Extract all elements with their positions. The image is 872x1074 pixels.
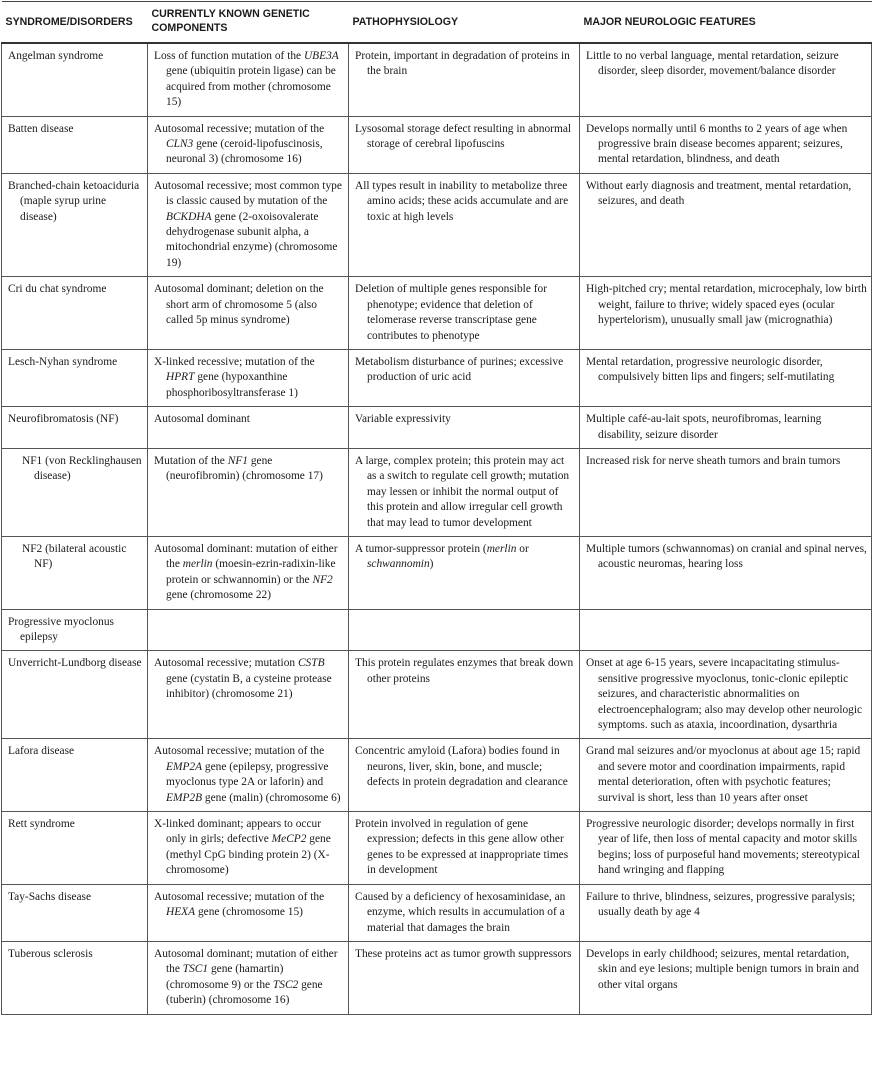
gene-name: HPRT bbox=[166, 371, 195, 384]
disorder-name-cell bbox=[2, 812, 148, 885]
gene-name: merlin bbox=[486, 542, 517, 555]
pathophysiology-cell-text bbox=[355, 122, 575, 153]
text-run: or bbox=[516, 542, 529, 555]
text-run: Deletion of multiple genes responsible for phenotype; evidence that deletion of telomerase reverse transcriptase gene contributes to phenotype bbox=[355, 283, 548, 342]
text-run: Onset at age 6-15 years, severe incapacitating stimulus-sensitive progressive myoclonus, tonic-clonic epileptic seizures, and characteristic abnormalities on electroencephalogram; also may develop other neurologic symptoms. such as ataxia, incoordination, dysarthria bbox=[586, 657, 863, 732]
text-run: Tuberous sclerosis bbox=[8, 947, 93, 960]
pathophysiology-cell bbox=[349, 884, 580, 941]
gene-name: NF1 bbox=[227, 454, 248, 467]
text-run: Progressive neurologic disorder; develops normally in first year of life, then loss of mental capacity and motor skills begins; loss of purposeful hand movements; stereotypical hand wringing and flapping bbox=[586, 818, 860, 877]
genetic-components-cell bbox=[148, 941, 349, 1014]
table-row bbox=[2, 448, 872, 536]
genetic-components-cell-text bbox=[154, 947, 344, 1009]
disorder-name-cell-text bbox=[8, 454, 143, 485]
text-run: A large, complex protein; this protein may act as a switch to regulate cell growth; mutation may lessen or inhibit the normal output of this protein and allow irregular cell growth that may lead to tumor development bbox=[355, 454, 570, 529]
text-run: gene (cystatin B, a cysteine protease inhibitor) (chromosome 21) bbox=[166, 672, 332, 701]
table-row bbox=[2, 609, 872, 651]
neurologic-features-cell-text bbox=[586, 454, 867, 469]
genetic-components-cell bbox=[148, 812, 349, 885]
neurologic-features-cell-text bbox=[586, 542, 867, 573]
pathophysiology-cell bbox=[349, 277, 580, 350]
genetic-components-cell bbox=[148, 651, 349, 739]
disorder-name-cell-text bbox=[8, 656, 143, 671]
pathophysiology-cell-text bbox=[355, 355, 575, 386]
text-run: Unverricht-Lundborg disease bbox=[8, 657, 142, 670]
pathophysiology-cell bbox=[349, 739, 580, 812]
table-row bbox=[2, 536, 872, 609]
text-run: gene (neurofibromin) (chromosome 17) bbox=[166, 454, 323, 483]
text-run: gene (chromosome 15) bbox=[195, 906, 303, 919]
text-run: gene (epilepsy, progressive myoclonus type 2A or laforin) and bbox=[166, 760, 329, 789]
neurologic-features-cell-text bbox=[586, 179, 867, 210]
text-run: Autosomal dominant; mutation of either the bbox=[154, 947, 338, 976]
neurologic-features-cell-text bbox=[586, 282, 867, 328]
disorder-name-cell bbox=[2, 116, 148, 173]
table-row bbox=[2, 651, 872, 739]
disorder-name-cell bbox=[2, 448, 148, 536]
header-pathophysiology: PATHOPHYSIOLOGY bbox=[349, 2, 580, 44]
table-row bbox=[2, 173, 872, 276]
disorder-name-cell-text bbox=[8, 744, 143, 759]
text-run: gene (hypoxanthine phosphoribosyltransferase 1) bbox=[166, 371, 298, 399]
neurologic-features-cell bbox=[580, 448, 872, 536]
neurologic-features-cell bbox=[580, 739, 872, 812]
genetic-components-cell bbox=[148, 609, 349, 651]
text-run: Autosomal dominant; deletion on the short arm of chromosome 5 (also called 5p minus syndrome) bbox=[154, 283, 324, 327]
disorder-name-cell bbox=[2, 349, 148, 406]
genetic-components-cell-text bbox=[154, 282, 344, 328]
text-run: Angelman syndrome bbox=[8, 50, 104, 62]
text-run: Autosomal recessive; mutation of the bbox=[154, 745, 325, 758]
gene-name: EMP2A bbox=[166, 760, 203, 773]
neurologic-features-cell bbox=[580, 407, 872, 449]
text-run: Metabolism disturbance of purines; excessive production of uric acid bbox=[355, 355, 564, 384]
pathophysiology-cell-text bbox=[355, 454, 575, 531]
pathophysiology-cell-text bbox=[355, 412, 575, 427]
pathophysiology-cell bbox=[349, 812, 580, 885]
table-row bbox=[2, 884, 872, 941]
text-run: Autosomal dominant bbox=[154, 413, 250, 426]
text-run: Concentric amyloid (Lafora) bodies found in neurons, liver, skin, bone, and muscle; defects in protein degradation and clearance bbox=[355, 745, 568, 789]
header-row bbox=[2, 2, 872, 44]
neurologic-features-cell bbox=[580, 651, 872, 739]
disorder-name-cell bbox=[2, 536, 148, 609]
gene-name: merlin bbox=[182, 558, 213, 571]
text-run: gene (tuberin) (chromosome 16) bbox=[166, 978, 323, 1007]
genetic-components-cell-text bbox=[154, 454, 344, 485]
text-run: Rett syndrome bbox=[8, 818, 75, 831]
gene-name: schwannomin bbox=[367, 558, 430, 571]
pathophysiology-cell bbox=[349, 173, 580, 276]
pathophysiology-cell bbox=[349, 448, 580, 536]
pathophysiology-cell bbox=[349, 116, 580, 173]
text-run: X-linked dominant; appears to occur only in girls; defective bbox=[154, 818, 322, 846]
text-run: gene (ceroid-lipofuscinosis, neuronal 3) (chromosome 16) bbox=[166, 138, 323, 166]
disorder-name-cell-text bbox=[8, 947, 143, 962]
gene-name: BCKDHA bbox=[166, 210, 212, 223]
text-run: NF1 (von Recklinghausen disease) bbox=[22, 454, 142, 483]
text-run: Cri du chat syndrome bbox=[8, 283, 107, 296]
genetic-components-cell-text bbox=[154, 122, 344, 168]
pathophysiology-cell-text bbox=[355, 542, 575, 573]
disorder-name-cell-text bbox=[8, 817, 143, 832]
gene-name: NF2 bbox=[312, 573, 333, 586]
pathophysiology-cell-text bbox=[355, 744, 575, 790]
genetic-components-cell-text bbox=[154, 179, 344, 271]
text-run: Caused by a deficiency of hexosaminidase, an enzyme, which results in accumulation of a material that damages the brain bbox=[355, 890, 566, 934]
text-run: Autosomal recessive; mutation of the bbox=[154, 890, 325, 903]
text-run: gene (hamartin) (chromosome 9) or the bbox=[166, 963, 284, 991]
text-run: Variable expressivity bbox=[355, 413, 451, 426]
genetic-components-cell bbox=[148, 173, 349, 276]
disorder-name-cell-text bbox=[8, 49, 143, 64]
pathophysiology-cell bbox=[349, 349, 580, 406]
neurologic-features-cell bbox=[580, 941, 872, 1014]
text-run: Progressive myoclonus epilepsy bbox=[8, 615, 114, 643]
pathophysiology-cell-text bbox=[355, 179, 575, 225]
genetic-components-cell bbox=[148, 116, 349, 173]
pathophysiology-cell bbox=[349, 536, 580, 609]
genetic-components-cell bbox=[148, 43, 349, 116]
pathophysiology-cell-text bbox=[355, 890, 575, 936]
disorder-name-cell bbox=[2, 277, 148, 350]
text-run: gene (chromosome 22) bbox=[166, 589, 272, 602]
genetic-disorders-table bbox=[1, 1, 872, 1015]
neurologic-features-cell bbox=[580, 812, 872, 885]
disorder-name-cell-text bbox=[8, 122, 143, 137]
genetic-components-cell-text bbox=[154, 656, 344, 702]
text-run: Autosomal dominant: mutation of either the bbox=[154, 542, 338, 571]
genetic-components-cell bbox=[148, 448, 349, 536]
disorder-name-cell-text bbox=[8, 542, 143, 573]
genetic-components-cell bbox=[148, 536, 349, 609]
disorder-name-cell-text bbox=[8, 355, 143, 370]
text-run: Loss of function mutation of the bbox=[154, 50, 304, 62]
text-run: gene (methyl CpG binding protein 2) (X-chromosome) bbox=[166, 833, 331, 877]
neurologic-features-cell bbox=[580, 116, 872, 173]
disorder-name-cell-text bbox=[8, 179, 143, 225]
table-row bbox=[2, 277, 872, 350]
pathophysiology-cell bbox=[349, 941, 580, 1014]
text-run: Develops in early childhood; seizures, mental retardation, skin and eye lesions; multiple benign tumors in brain and other vital organs bbox=[586, 947, 859, 991]
text-run: Lysosomal storage defect resulting in abnormal storage of cerebral lipofuscins bbox=[355, 122, 572, 151]
neurologic-features-cell bbox=[580, 349, 872, 406]
table-row bbox=[2, 941, 872, 1014]
gene-name: MeCP2 bbox=[271, 833, 307, 846]
text-run: Grand mal seizures and/or myoclonus at about age 15; rapid and severe motor and coordination impairments, rapid mental deterioration, often with psychotic features; survival is short, less than 10 years after onset bbox=[586, 745, 861, 804]
genetic-components-cell-text bbox=[154, 412, 344, 427]
text-run: Little to no verbal language, mental retardation, seizure disorder, sleep disorder, movement/balance disorder bbox=[586, 50, 839, 78]
genetic-components-cell bbox=[148, 277, 349, 350]
pathophysiology-cell-text bbox=[355, 49, 575, 80]
disorder-name-cell bbox=[2, 739, 148, 812]
disorder-name-cell bbox=[2, 407, 148, 449]
neurologic-features-cell-text bbox=[586, 49, 867, 80]
table-body bbox=[2, 43, 872, 1014]
genetic-components-cell bbox=[148, 407, 349, 449]
text-run: A tumor-suppressor protein ( bbox=[355, 542, 487, 555]
gene-name: CLN3 bbox=[166, 138, 194, 151]
text-run: High-pitched cry; mental retardation, microcephaly, low birth weight, failure to thrive; widely spaced eyes (ocular hypertelorism), unusually small jaw (micrognathia) bbox=[586, 283, 867, 327]
text-run: Lesch-Nyhan syndrome bbox=[8, 355, 118, 368]
neurologic-features-cell bbox=[580, 43, 872, 116]
disorder-name-cell-text bbox=[8, 412, 143, 427]
disorder-name-cell bbox=[2, 609, 148, 651]
genetic-components-cell-text bbox=[154, 49, 344, 111]
text-run: Batten disease bbox=[8, 122, 74, 135]
text-run: Autosomal recessive; mutation of the bbox=[154, 122, 325, 135]
genetic-components-cell bbox=[148, 884, 349, 941]
text-run: Tay-Sachs disease bbox=[8, 890, 92, 903]
gene-name: TSC2 bbox=[272, 978, 299, 991]
gene-name: HEXA bbox=[166, 906, 196, 919]
pathophysiology-cell bbox=[349, 651, 580, 739]
text-run: Increased risk for nerve sheath tumors and brain tumors bbox=[586, 454, 841, 467]
table-row bbox=[2, 349, 872, 406]
text-run: Without early diagnosis and treatment, mental retardation, seizures, and death bbox=[586, 179, 852, 208]
neurologic-features-cell-text bbox=[586, 656, 867, 733]
table-row bbox=[2, 812, 872, 885]
table-row bbox=[2, 116, 872, 173]
pathophysiology-cell bbox=[349, 43, 580, 116]
disorder-name-cell bbox=[2, 173, 148, 276]
disorder-name-cell-text bbox=[8, 890, 143, 905]
pathophysiology-cell-text bbox=[355, 817, 575, 879]
table-row bbox=[2, 407, 872, 449]
genetic-components-cell-text bbox=[154, 744, 344, 806]
neurologic-features-cell bbox=[580, 536, 872, 609]
genetic-components-cell bbox=[148, 349, 349, 406]
text-run: Mutation of the bbox=[154, 454, 228, 467]
disorder-name-cell-text bbox=[8, 615, 143, 646]
neurologic-features-cell-text bbox=[586, 817, 867, 879]
disorder-name-cell bbox=[2, 651, 148, 739]
genetic-components-cell-text bbox=[154, 817, 344, 879]
text-run: Lafora disease bbox=[8, 745, 75, 758]
pathophysiology-cell-text bbox=[355, 656, 575, 687]
text-run: Develops normally until 6 months to 2 years of age when progressive brain disease becomes apparent; seizures, mental retardation, blindness, and death bbox=[586, 122, 848, 166]
text-run: Autosomal recessive; mutation bbox=[154, 657, 298, 670]
neurologic-features-cell-text bbox=[586, 890, 867, 921]
disorder-name-cell bbox=[2, 43, 148, 116]
pathophysiology-cell-text bbox=[355, 282, 575, 344]
neurologic-features-cell bbox=[580, 609, 872, 651]
pathophysiology-cell-text bbox=[355, 947, 575, 962]
neurologic-features-cell-text bbox=[586, 122, 867, 168]
text-run: Multiple tumors (schwannomas) on cranial and spinal nerves, acoustic neuromas, hearing loss bbox=[586, 542, 867, 571]
neurologic-features-cell bbox=[580, 884, 872, 941]
genetic-components-cell bbox=[148, 739, 349, 812]
table-row bbox=[2, 739, 872, 812]
text-run: Neurofibromatosis (NF) bbox=[8, 413, 119, 426]
neurologic-features-cell-text bbox=[586, 355, 867, 386]
disorder-name-cell bbox=[2, 884, 148, 941]
text-run: NF2 (bilateral acoustic NF) bbox=[22, 542, 127, 571]
genetic-components-cell-text bbox=[154, 542, 344, 604]
text-run: gene (ubiquitin protein ligase) can be acquired from mother (chromosome 15) bbox=[166, 65, 336, 109]
table-row bbox=[2, 43, 872, 116]
text-run: gene (2-oxoisovalerate dehydrogenase subunit alpha, a mitochondrial enzyme) (chromosome 19) bbox=[166, 210, 338, 269]
text-run: This protein regulates enzymes that break down other proteins bbox=[355, 657, 574, 685]
text-run: Autosomal recessive; most common type is classic caused by mutation of the bbox=[154, 179, 342, 208]
text-run: Protein involved in regulation of gene expression; defects in this gene allow other genes to be expressed at inappropriate times in development bbox=[355, 818, 569, 877]
gene-name: CSTB bbox=[297, 657, 325, 670]
disorder-name-cell bbox=[2, 941, 148, 1014]
text-run: X-linked recessive; mutation of the bbox=[154, 355, 315, 368]
text-run: (moesin-ezrin-radixin-like protein or schwannomin) or the bbox=[166, 558, 336, 586]
pathophysiology-cell bbox=[349, 609, 580, 651]
genetic-components-cell-text bbox=[154, 355, 344, 401]
text-run: ) bbox=[429, 558, 434, 571]
neurologic-features-cell-text bbox=[586, 412, 867, 443]
text-run: Failure to thrive, blindness, seizures, progressive paralysis; usually death by age 4 bbox=[586, 890, 856, 919]
gene-name: UBE3A bbox=[303, 50, 339, 62]
pathophysiology-cell bbox=[349, 407, 580, 449]
text-run: Multiple café-au-lait spots, neurofibromas, learning disability, seizure disorder bbox=[586, 413, 822, 441]
neurologic-features-cell bbox=[580, 173, 872, 276]
text-run: All types result in inability to metabolize three amino acids; these acids accumulate and are toxic at high levels bbox=[355, 179, 569, 223]
neurologic-features-cell-text bbox=[586, 947, 867, 993]
header-genetic-components: CURRENTLY KNOWN GENETIC COMPONENTS bbox=[148, 2, 349, 44]
neurologic-features-cell bbox=[580, 277, 872, 350]
gene-name: EMP2B bbox=[166, 791, 203, 804]
text-run: gene (malin) (chromosome 6) bbox=[202, 791, 341, 804]
text-run: These proteins act as tumor growth suppressors bbox=[355, 947, 572, 960]
text-run: Branched-chain ketoaciduria (maple syrup urine disease) bbox=[8, 179, 140, 223]
disorder-name-cell-text bbox=[8, 282, 143, 297]
header-neurologic-features: MAJOR NEUROLOGIC FEATURES bbox=[580, 2, 872, 44]
text-run: Mental retardation, progressive neurologic disorder, compulsively bitten lips and fingers; self-mutilating bbox=[586, 355, 835, 384]
gene-name: TSC1 bbox=[182, 963, 209, 976]
genetic-components-cell-text bbox=[154, 890, 344, 921]
header-syndrome: SYNDROME/DISORDERS bbox=[2, 2, 148, 44]
neurologic-features-cell-text bbox=[586, 744, 867, 806]
text-run: Protein, important in degradation of proteins in the brain bbox=[355, 50, 570, 78]
